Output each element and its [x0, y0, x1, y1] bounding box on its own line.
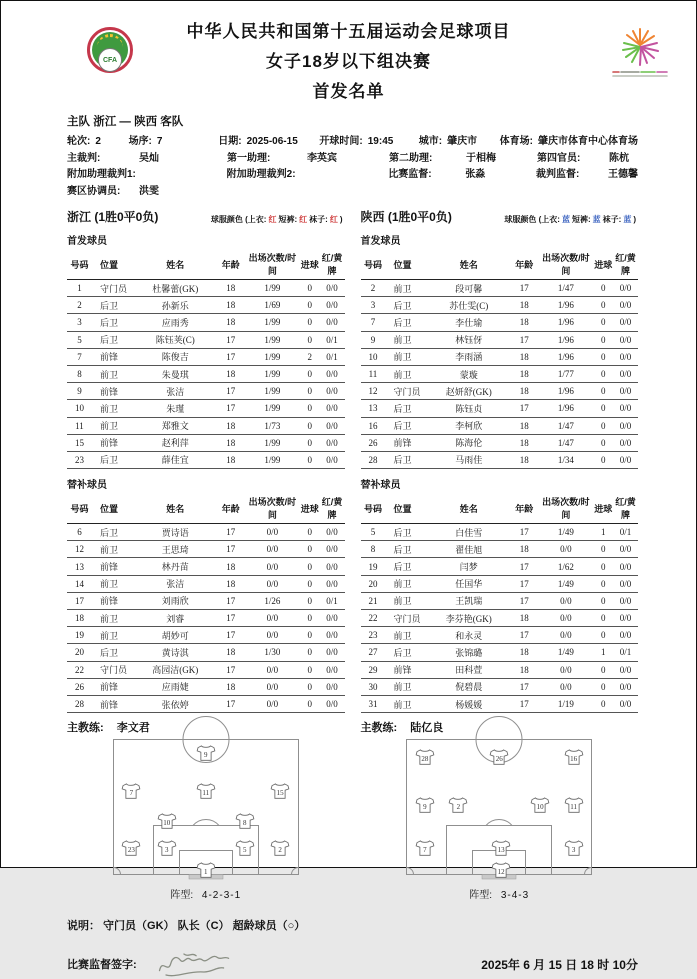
- player-row: 31 前卫 杨媛媛 17 1/19 0 0/0: [361, 695, 639, 712]
- home-coach-line: [67, 719, 345, 735]
- jersey-icon: [157, 812, 176, 830]
- player-row: 30 前卫 倪碧晨 17 0/0 0 0/0: [361, 678, 639, 695]
- player-row: 13 前锋 林丹苗 18 0/0 0 0/0: [67, 558, 345, 575]
- assessor-value: 王德馨: [608, 169, 638, 180]
- jersey-icon: [564, 748, 583, 766]
- home-formation-value: 4-2-3-1: [201, 890, 242, 902]
- player-row: 23 前卫 和永灵 17 0/0 0 0/0: [361, 627, 639, 644]
- player-row: 2 前卫 段可馨 17 1/47 0 0/0: [361, 280, 639, 297]
- jersey-icon: [196, 861, 215, 879]
- player-row: 10 前卫 朱瑾 17 1/99 0 0/0: [67, 400, 345, 417]
- home-formation-diagram: [113, 739, 299, 880]
- home-team-name: 浙江 (1胜0平0负): [67, 210, 159, 224]
- player-row: 8 后卫 翟佳旭 18 0/0 0 0/0: [361, 541, 639, 558]
- jersey-icon: [271, 782, 290, 800]
- jersey-number: 2: [278, 845, 282, 854]
- player-row: 10 前卫 李雨涵 18 1/96 0 0/0: [361, 348, 639, 365]
- player-row: 6 后卫 贾诗语 17 0/0 0 0/0: [67, 524, 345, 541]
- table-header-row: 号码 位置 姓名 年龄 出场次数/时间 进球 红/黄牌: [361, 250, 639, 280]
- jersey-icon: [492, 861, 511, 879]
- away-formation-diagram: [406, 739, 592, 880]
- jersey-icon: [415, 839, 434, 857]
- title-line-2: 女子18岁以下组决赛: [266, 52, 431, 71]
- jersey-icon: [564, 796, 583, 814]
- home-subs-title: 替补球员: [67, 480, 107, 492]
- commissioner-label: 比赛监督:: [388, 169, 432, 180]
- jersey-icon: [415, 748, 434, 766]
- home-starters-table: [67, 250, 345, 469]
- home-team-column: [67, 208, 345, 901]
- player-row: 3 后卫 应雨秀 18 1/99 0 0/0: [67, 314, 345, 331]
- player-row: 5 后卫 陈钰荚(C) 17 1/99 0 0/1: [67, 331, 345, 348]
- jersey-number: 10: [163, 818, 171, 827]
- title-line-1: 中华人民共和国第十五届运动会足球项目: [186, 22, 511, 41]
- player-row: 26 前锋 应雨婕 18 0/0 0 0/0: [67, 678, 345, 695]
- assistant1-label: 第一助理:: [227, 152, 271, 164]
- away-team-name: 陕西 (1胜0平0负): [360, 210, 452, 224]
- round-value: 2: [95, 136, 101, 147]
- info-row-2: [67, 151, 638, 168]
- player-row: 20 前卫 任国华 17 1/49 0 0/0: [361, 575, 639, 592]
- away-starters-title: 首发球员: [360, 236, 401, 247]
- stadium-value: 肇庆市体育中心体育场: [538, 136, 639, 147]
- cfa-logo-text: CFA: [103, 56, 117, 64]
- player-row: 21 前卫 王凯瑞 17 0/0 0 0/0: [361, 592, 639, 609]
- kickoff-label: 开球时间:: [319, 136, 363, 147]
- jersey-number: 3: [571, 845, 576, 854]
- jersey-number: 26: [495, 755, 503, 764]
- home-subs-table: [67, 494, 345, 713]
- jersey-number: 8: [243, 818, 247, 827]
- signature-graphic: [155, 949, 233, 979]
- player-row: 22 守门员 李芬艳(GK) 18 0/0 0 0/0: [361, 610, 639, 627]
- jersey-number: 12: [497, 868, 505, 877]
- player-row: 15 前锋 赵利萍 18 1/99 0 0/0: [67, 434, 345, 451]
- player-row: 12 守门员 赵妍舒(GK) 18 1/96 0 0/0: [361, 383, 639, 400]
- jersey-number: 7: [129, 789, 134, 798]
- away-starters-table: [361, 250, 639, 469]
- date-value: 2025-06-15: [246, 136, 298, 147]
- jersey-icon: [415, 796, 434, 814]
- player-row: 3 后卫 苏仕雯(C) 18 1/96 0 0/0: [361, 297, 639, 314]
- assistant2-label: 第二助理:: [389, 152, 433, 164]
- table-header-row: 号码 位置 姓名 年龄 出场次数/时间 进球 红/黄牌: [361, 494, 639, 524]
- cfa-logo-ball: [98, 48, 122, 72]
- player-row: 19 前卫 胡妙可 17 0/0 0 0/0: [67, 627, 345, 644]
- formation-label: 阵型:: [170, 890, 194, 902]
- away-subs-title: 替补球员: [360, 480, 401, 492]
- player-row: 19 后卫 闫梦 17 1/62 0 0/0: [361, 558, 639, 575]
- jersey-icon: [564, 839, 583, 857]
- jersey-icon: [235, 812, 254, 830]
- round-label: 轮次:: [67, 136, 91, 147]
- jersey-icon: [122, 839, 141, 857]
- player-row: 11 前卫 蒙璇 18 1/77 0 0/0: [361, 365, 639, 382]
- kickoff-value: 19:45: [367, 136, 394, 147]
- legend-line: 说明： 守门员（GK） 队长（C） 超龄球员（○）: [67, 920, 306, 933]
- player-row: 2 后卫 孙新乐 18 1/69 0 0/0: [67, 297, 345, 314]
- assistant2-value: 于相梅: [466, 152, 496, 164]
- player-row: 14 前卫 张洁 18 0/0 0 0/0: [67, 575, 345, 592]
- away-team-kit-colors: 球服颜色 (上衣: 蓝 短裤: 蓝 袜子: 蓝 ): [504, 215, 636, 224]
- player-row: 1 守门员 杜馨蕾(GK) 18 1/99 0 0/0: [67, 280, 345, 297]
- player-row: 8 前卫 朱曼琪 18 1/99 0 0/0: [67, 365, 345, 382]
- home-formation-line: [67, 886, 345, 901]
- away-formation-value: 3-4-3: [500, 890, 530, 902]
- jersey-number: 10: [536, 803, 544, 812]
- national-games-logo: [605, 25, 675, 83]
- player-row: 18 前卫 刘睿 17 0/0 0 0/0: [67, 610, 345, 627]
- jersey-number: 13: [497, 845, 505, 854]
- jersey-number: 16: [570, 755, 578, 764]
- player-row: 22 守门员 高园洁(GK) 17 0/0 0 0/0: [67, 661, 345, 678]
- fourth-official-value: 陈杭: [609, 152, 629, 164]
- jersey-number: 15: [276, 789, 284, 798]
- away-formation-line: [361, 886, 639, 901]
- jersey-number: 3: [164, 845, 169, 854]
- away-subs-table: [361, 494, 639, 713]
- jersey-number: 7: [423, 845, 427, 854]
- away-coach-name: 陆亿良: [410, 722, 444, 735]
- info-row-4: [67, 184, 638, 201]
- info-row-3: [67, 167, 638, 184]
- player-row: 5 后卫 白佳雪 17 1/49 1 0/1: [361, 524, 639, 541]
- jersey-number: 1: [204, 868, 208, 877]
- jersey-number: 11: [570, 803, 578, 812]
- player-row: 27 后卫 张锦璐 18 1/49 1 0/1: [361, 644, 639, 661]
- jersey-number: 2: [456, 803, 461, 812]
- order-label: 场序:: [128, 136, 152, 147]
- table-header-row: 号码 位置 姓名 年龄 出场次数/时间 进球 红/黄牌: [67, 250, 345, 280]
- city-value: 肇庆市: [447, 136, 478, 147]
- coach-label: 主教练:: [360, 722, 398, 735]
- info-row-1: [67, 134, 638, 151]
- formation-label: 阵型:: [469, 890, 493, 902]
- stadium-label: 体育场:: [499, 136, 534, 147]
- jersey-icon: [157, 839, 176, 857]
- player-row: 9 前卫 林钰伢 17 1/96 0 0/0: [361, 331, 639, 348]
- signature-datetime: 2025年 6 月 15 日 18 时 10分: [481, 957, 638, 972]
- table-header-row: 号码 位置 姓名 年龄 出场次数/时间 进球 红/黄牌: [67, 494, 345, 524]
- fourth-official-label: 第四官员:: [537, 152, 581, 164]
- cfa-logo: [87, 27, 133, 73]
- player-row: 16 后卫 李柯欣 18 1/47 0 0/0: [361, 417, 639, 434]
- player-row: 13 后卫 陈钰贞 17 1/96 0 0/0: [361, 400, 639, 417]
- player-row: 11 前卫 郑雅文 18 1/73 0 0/0: [67, 417, 345, 434]
- jersey-number: 5: [243, 845, 247, 854]
- signature-label: 比赛监督签字:: [67, 959, 137, 972]
- player-row: 28 后卫 马雨佳 18 1/34 0 0/0: [361, 451, 639, 468]
- jersey-icon: [449, 796, 468, 814]
- player-row: 20 后卫 黄诗淇 18 1/30 0 0/0: [67, 644, 345, 661]
- jersey-number: 23: [127, 845, 135, 854]
- jersey-icon: [531, 796, 550, 814]
- referee-value: 吴灿: [139, 152, 159, 164]
- jersey-icon: [196, 782, 215, 800]
- assistant1-value: 李英宾: [307, 152, 337, 164]
- matchup-line: 主队 浙江 — 陕西 客队: [67, 116, 184, 128]
- player-row: 12 前卫 王思琦 17 0/0 0 0/0: [67, 541, 345, 558]
- jersey-icon: [492, 839, 511, 857]
- jersey-icon: [271, 839, 290, 857]
- player-row: 23 后卫 薛佳宜 18 1/99 0 0/0: [67, 451, 345, 468]
- player-row: 17 前锋 刘雨欣 17 1/26 0 0/1: [67, 592, 345, 609]
- jersey-icon: [196, 744, 215, 762]
- commissioner-value: 张淼: [465, 169, 486, 180]
- jersey-number: 9: [423, 803, 427, 812]
- city-label: 城市:: [418, 136, 443, 147]
- away-team-column: [361, 208, 639, 901]
- match-info: [67, 134, 638, 200]
- jersey-icon: [122, 782, 141, 800]
- player-row: 7 后卫 李仕瑜 18 1/96 0 0/0: [361, 314, 639, 331]
- jersey-number: 11: [202, 789, 210, 798]
- jersey-icon: [490, 748, 509, 766]
- player-row: 28 前锋 张依婷 17 0/0 0 0/0: [67, 695, 345, 712]
- player-row: 26 前锋 陈海伦 18 1/47 0 0/0: [361, 434, 639, 451]
- order-value: 7: [156, 136, 163, 147]
- teams-section: [67, 208, 638, 901]
- jersey-icon: [235, 839, 254, 857]
- assessor-label: 裁判监督:: [536, 169, 580, 180]
- signature-row: [67, 949, 638, 979]
- away-coach-line: [361, 719, 639, 735]
- additional-ar2-label: 附加助理裁判2:: [226, 169, 296, 180]
- away-team-header: [361, 208, 639, 225]
- home-starters-title: 首发球员: [67, 236, 107, 247]
- player-row: 7 前锋 陈俊吉 17 1/99 2 0/1: [67, 348, 345, 365]
- title-line-3: 首发名单: [312, 82, 385, 101]
- home-coach-name: 李文君: [116, 722, 150, 735]
- home-team-kit-colors: 球服颜色 (上衣: 红 短裤: 红 袜子: 红 ): [210, 215, 343, 224]
- coordinator-value: 洪雯: [139, 185, 159, 197]
- player-row: 29 前锋 田科萱 18 0/0 0 0/0: [361, 661, 639, 678]
- jersey-number: 28: [421, 755, 429, 764]
- coordinator-label: 赛区协调员:: [67, 185, 121, 197]
- additional-ar1-label: 附加助理裁判1:: [67, 169, 136, 180]
- home-team-header: [67, 208, 345, 225]
- date-label: 日期:: [218, 136, 242, 147]
- coach-label: 主教练:: [67, 722, 104, 735]
- referee-label: 主裁判:: [67, 152, 101, 164]
- jersey-number: 9: [204, 751, 208, 760]
- player-row: 9 前锋 张洁 17 1/99 0 0/0: [67, 383, 345, 400]
